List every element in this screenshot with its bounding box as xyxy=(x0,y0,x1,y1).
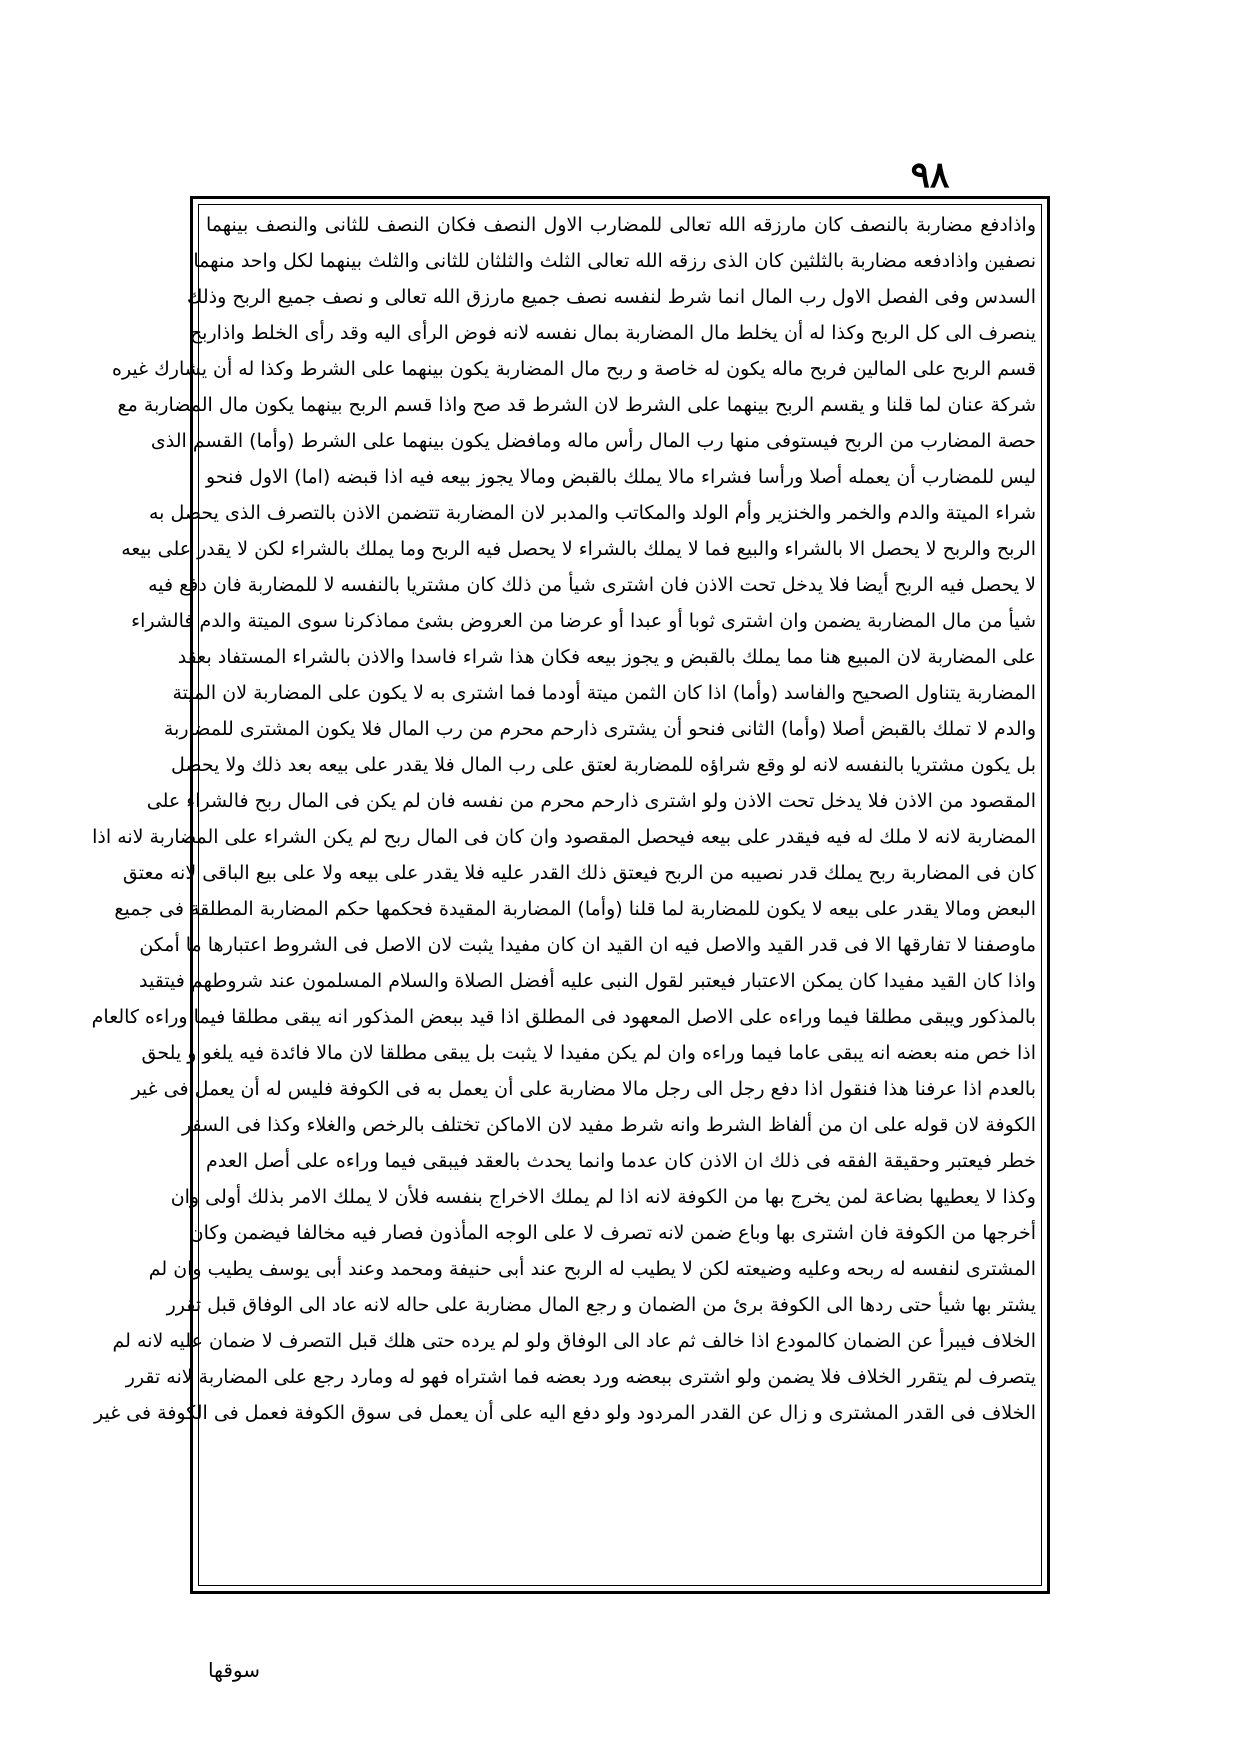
text-line: أخرجها من الكوفة فان اشترى بها وباع ضمن لانه تصرف لا على الوجه المأذون فصار فيه مخالفا فيضمن وكان xyxy=(189,1222,1036,1244)
text-line: شراء الميتة والدم والخمر والخنزير وأم الولد والمكاتب والمدبر لان المضاربة تتضمن الاذن بالتصرف الذى يحصل به xyxy=(149,502,1036,524)
text-line: الربح والربح لا يحصل الا بالشراء والبيع فما لا يملك بالشراء لا يحصل فيه الربح وما يملك بالشراء لكن لا يقدر على بيعه xyxy=(121,538,1036,560)
text-line: والدم لا تملك بالقبض أصلا (وأما) الثانى فنحو أن يشترى ذارحم محرم من رب المال فلا يكون المشترى للمضاربة xyxy=(163,718,1036,740)
text-line: المقصود من الاذن فلا يدخل تحت الاذن ولو اشترى ذارحم محرم من نفسه فان لم يكن فى المال ربح فالشراء على xyxy=(146,790,1036,812)
catchword: سوقها xyxy=(208,1658,260,1682)
text-line: الخلاف فى القدر المشترى و زال عن القدر المردود ولو دفع اليه على أن يعمل فى سوق الكوفة فعمل فى الكوفة فى غير xyxy=(93,1402,1036,1424)
text-line: قسم الربح على المالين فربح ماله يكون له خاصة و ربح مال المضاربة يكون بينهما على الشرط وكذا له أن يشارك غيره xyxy=(111,358,1036,380)
text-line: الكوفة لان قوله على ان من ألفاظ الشرط وانه شرط مفيد لان الاماكن تختلف بالرخص والغلاء وكذا فى السفر xyxy=(181,1114,1036,1136)
text-line: على المضاربة لان المبيع هنا مما يملك بالقبض و يجوز بيعه فكان هذا شراء فاسدا والاذن بالشراء المستفاد بعقد xyxy=(177,646,1036,668)
text-line: واذا كان القيد مفيدا كان يمكن الاعتبار فيعتبر لقول النبى عليه أفضل الصلاة والسلام المسلمون عند شروطهم فيتقيد xyxy=(139,970,1036,992)
text-line: ماوصفنا لا تفارقها الا فى قدر القيد والاصل فيه ان القيد ان كان مفيدا يثبت لان الاصل فى الشروط اعتبارها ما أمكن xyxy=(139,934,1036,956)
text-line: شيأ من مال المضاربة يضمن وان اشترى ثوبا أو عبدا أو عرضا من العروض بشئ مماذكرنا سوى الميتة والدم فالشراء xyxy=(131,610,1036,632)
page-number: ۹۸ xyxy=(910,154,950,196)
text-line: الخلاف فيبرأ عن الضمان كالمودع اذا خالف ثم عاد الى الوفاق ولو لم يرده حتى هلك قبل التصرف لا ضمان عليه لانه لم xyxy=(112,1330,1036,1352)
text-line: المضاربة لانه لا ملك له فيه فيقدر على بيعه فيحصل المقصود وان كان فى المال ربح لم يكن الشراء على المضاربة لانه اذا xyxy=(92,826,1036,848)
text-line: خطر فيعتبر وحقيقة الفقه فى ذلك ان الاذن كان عدما وانما يحدث بالعقد فيبقى فيما وراءه على أصل العدم xyxy=(206,1150,1036,1172)
text-line: السدس وفى الفصل الاول رب المال انما شرط لنفسه نصف جميع مارزق الله تعالى و نصف جميع الربح وذلك xyxy=(186,286,1036,308)
text-line: ينصرف الى كل الربح وكذا له أن يخلط مال المضاربة بمال نفسه لانه فوض الرأى اليه وقد رأى الخلط واذاربح xyxy=(189,322,1036,344)
text-line: يشتر بها شيأ حتى ردها الى الكوفة برئ من الضمان و رجع المال مضاربة على حاله لانه عاد الى الوفاق قبل تقرر xyxy=(166,1294,1036,1316)
text-line: واذادفع مضاربة بالنصف كان مارزقه الله تعالى للمضارب الاول النصف فكان النصف للثانى والنصف بينهما xyxy=(206,214,1036,236)
text-line: اذا خص منه بعضه انه يبقى عاما فيما وراءه وان لم يكن مفيدا لا يثبت بل يبقى مطلقا لان مالا فائدة فيه يلغو و يلحق xyxy=(141,1042,1036,1064)
text-line: بل يكون مشتريا بالنفسه لانه لو وقع شراؤه للمضاربة لعتق على رب المال فلا يقدر على بيعه بعد ذلك ولا يحصل xyxy=(171,754,1036,776)
text-line: بالعدم اذا عرفنا هذا فنقول اذا دفع رجل الى رجل مالا مضاربة على أن يعمل به فى الكوفة فليس له أن يعمل فى غير xyxy=(131,1078,1036,1100)
text-line: ليس للمضارب أن يعمله أصلا ورأسا فشراء مالا يملك بالقبض ومالا يجوز بيعه فيه اذا قبضه (اما) الاول فنحو xyxy=(206,466,1036,488)
text-line: نصفين واذادفعه مضاربة بالثلثين كان الذى رزقه الله تعالى الثلث والثلثان للثانى والثلث بينهما لكل واحد منهما xyxy=(193,250,1036,272)
text-line: لا يحصل فيه الربح أيضا فلا يدخل تحت الاذن فان اشترى شيأ من ذلك كان مشتريا بالنفسه لا للمضاربة فان دفع فيه xyxy=(148,574,1036,596)
text-line: كان فى المضاربة ربح يملك قدر نصيبه من الربح فيعتق ذلك القدر عليه فلا يقدر على بيعه ولا على بيع الباقى لانه معتق xyxy=(122,862,1036,884)
text-line: وكذا لا يعطيها بضاعة لمن يخرج بها من الكوفة لانه اذا لم يملك الاخراج بنفسه فلأن لا يملك الامر بذلك أولى وان xyxy=(170,1186,1036,1208)
text-line: حصة المضارب من الربح فيستوفى منها رب المال رأس ماله ومافضل يكون بينهما على الشرط (وأما) القسم الذى xyxy=(150,430,1036,452)
main-text-block xyxy=(91,207,1036,1582)
text-line: المشترى لنفسه له ربحه وعليه وضيعته لكن لا يطيب له الربح عند أبى حنيفة ومحمد وعند أبى يوسف يطيب وان لم xyxy=(148,1258,1036,1280)
text-line: يتصرف لم يتقرر الخلاف فلا يضمن ولو اشترى ببعضه ورد بعضه فما اشتراه فهو له ومارد رجع على المضاربة لانه تقرر xyxy=(125,1366,1036,1388)
text-line: البعض ومالا يقدر على بيعه لا يكون للمضاربة لما قلنا (وأما) المضاربة المقيدة فحكمها حكم المضاربة المطلقة فى جميع xyxy=(114,898,1036,920)
text-line: شركة عنان لما قلنا و يقسم الربح بينهما على الشرط لان الشرط قد صح واذا قسم الربح بينهما يكون مال المضاربة مع xyxy=(117,394,1036,416)
text-line: المضاربة يتناول الصحيح والفاسد (وأما) اذا كان الثمن ميتة أودما فما اشترى به لا يكون على المضاربة لان الميتة xyxy=(172,682,1036,704)
text-line: بالمذكور ويبقى مطلقا فيما وراءه على الاصل المعهود فى المطلق اذا قيد ببعض المذكور انه يبقى مطلقا فيما وراءه كالعام xyxy=(91,1006,1036,1028)
